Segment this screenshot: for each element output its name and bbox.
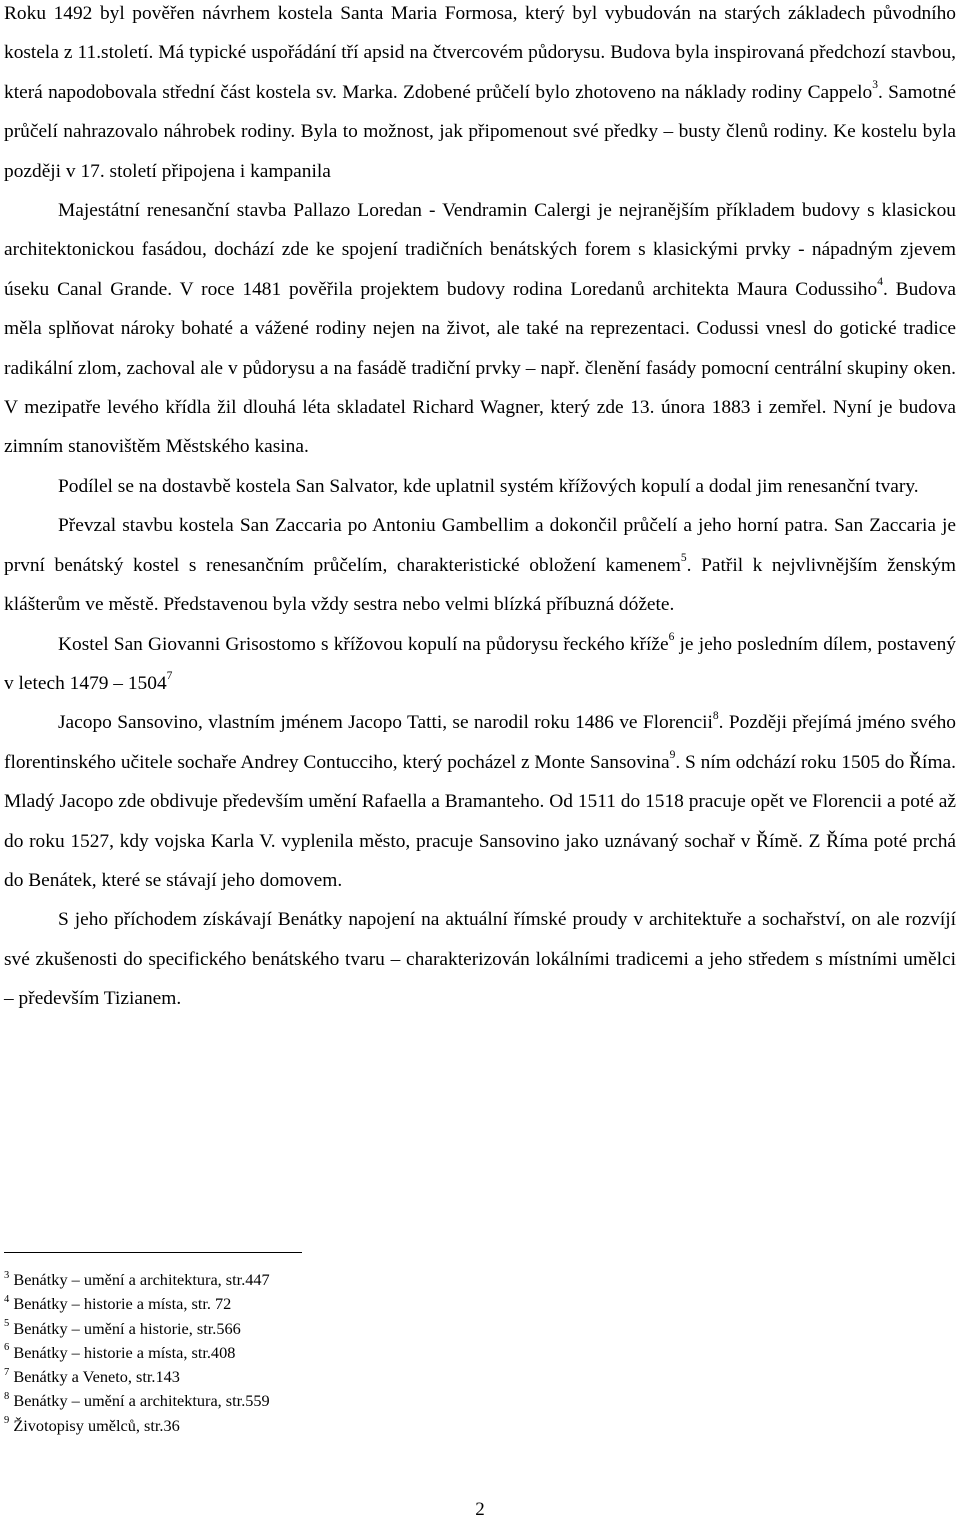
footnote-text: Benátky – umění a historie, str.566 xyxy=(13,1318,241,1338)
footnote xyxy=(4,1414,704,1438)
footnote-text: Benátky – historie a místa, str. 72 xyxy=(13,1294,232,1314)
footnote-number: 3 xyxy=(4,1269,10,1281)
paragraph-text: . Budova měla splňovat nároky bohaté a vážené rodiny nejen na život, ale také na reprezentaci. Codussi vnesl do gotické tradice radikální zlom, zachoval ale v půdorysu a na fasádě tradiční prvky – např. členění fasády pomocní centrální skupiny oken. V mezipatře levého křídla žil dlouhá léta skladatel Richard Wagner, který zde 13. února 1883 i zemřel. Nyní je budova zimním stanovištěm Městského kasina. xyxy=(4,278,956,458)
paragraph xyxy=(4,467,956,506)
footnote-reference: 5 xyxy=(680,552,687,565)
paragraph xyxy=(4,703,956,900)
footnote-text: Benátky – umění a architektura, str.447 xyxy=(13,1270,270,1289)
footnote-number: 5 xyxy=(4,1318,10,1330)
footnote-reference: 7 xyxy=(166,670,173,683)
footnote-number: 6 xyxy=(4,1342,10,1354)
paragraph-text: je jeho posledním dílem, postavený v letech 1479 – 1504 xyxy=(4,633,956,694)
footnote-reference: 6 xyxy=(668,631,675,644)
footnote xyxy=(4,1268,704,1292)
footnote-number: 9 xyxy=(4,1415,10,1427)
paragraph-text: Podílel se na dostavbě kostela San Salvator, kde uplatnil systém křížových kopulí a dodal jim renesanční tvary. xyxy=(58,475,919,497)
paragraph xyxy=(4,191,956,467)
footnote-text: Životopisy umělců, str.36 xyxy=(13,1415,180,1435)
paragraph-text: Převzal stavbu kostela San Zaccaria po Antoniu Gambellim a dokončil průčelí a jeho horní patra. San Zaccaria je první benátský kostel s renesančním průčelím, charakteristické obložení kamenem xyxy=(4,515,956,576)
footnote xyxy=(4,1341,704,1365)
footnote-number: 8 xyxy=(4,1391,10,1403)
paragraph-text: S jeho příchodem získávají Benátky napojení na aktuální římské proudy v architektuře a sochařství, on ale rozvíjí své zkušenosti do specifického benátského tvaru – charakterizován lokálními tradicemi a jeho středem s místními umělci – především Tizianem. xyxy=(4,909,956,1010)
paragraph-text: Kostel San Giovanni Grisostomo s křížovou kopulí na půdorysu řeckého kříže xyxy=(58,633,669,655)
page-number: 2 xyxy=(475,1499,485,1520)
paragraph-text: Roku 1492 byl pověřen návrhem kostela Santa Maria Formosa, který byl vybudován na starých základech původního kostela z 11.století. Má typické uspořádání tří apsid na čtvercovém půdorysu. Budova byla inspirovaná předchozí stavbou, která napodobovala střední část kostela sv. Marka. Zdobené průčelí bylo zhotoveno na náklady rodiny Cappelo xyxy=(4,3,956,103)
footnote-text: Benátky – historie a místa, str.408 xyxy=(13,1342,236,1362)
footnote-reference: 9 xyxy=(669,749,676,762)
paragraph-text: . S ním odchází roku 1505 do Říma. Mladý Jacopo zde obdivuje především umění Rafaella a Bramanteho. Od 1511 do 1518 pracuje opět ve Florencii a poté až do roku 1527, kdy vojska Karla V. vyplenila město, pracuje Sansovino jako uznávaný sochař v Římě. Z Říma poté prchá do Benátek, které se stávají jeho domovem. xyxy=(4,751,956,891)
footnote xyxy=(4,1292,704,1316)
paragraph-text: Majestátní renesanční stavba Pallazo Loredan - Vendramin Calergi je nejranějším příkladem budovy s klasickou architektonickou fasádou, dochází zde ke spojení tradičních benátských forem s klasickými prvky - nápadným zjevem úseku Canal Grande. V roce 1481 pověřila projektem budovy rodina Loredanů architekta Maura Codussiho xyxy=(4,200,956,300)
footnote xyxy=(4,1317,704,1341)
paragraph xyxy=(4,900,956,1018)
paragraph-text: . Patřil k nejvlivnějším ženským klášterům ve městě. Představenou byla vždy sestra nebo velmi blízká příbuzná dóžete. xyxy=(4,554,956,616)
footnote xyxy=(4,1365,704,1389)
footnote xyxy=(4,1389,704,1413)
footnote-number: 7 xyxy=(4,1366,10,1378)
paragraph-text: . Později přejímá jméno svého florentinského učitele sochaře Andrey Contucciho, který pocházel z Monte Sansovina xyxy=(4,712,956,773)
footnote-separator xyxy=(4,1252,302,1253)
paragraph-text: . Samotné průčelí nahrazovalo náhrobek rodiny. Byla to možnost, jak připomenout své předky – busty členů rodiny. Ke kostelu byla později v 17. století připojena i kampanila xyxy=(4,81,956,182)
footnote-number: 4 xyxy=(4,1293,10,1305)
body-text xyxy=(4,0,956,1019)
paragraph-text: Jacopo Sansovino, vlastním jménem Jacopo Tatti, se narodil roku 1486 ve Florencii xyxy=(58,712,713,734)
footnote-reference: 8 xyxy=(712,709,719,722)
footnote-text: Benátky – umění a architektura, str.559 xyxy=(13,1391,270,1411)
paragraph xyxy=(4,506,956,624)
footnote-reference: 4 xyxy=(877,276,883,289)
paragraph xyxy=(4,625,956,704)
footnote-reference: 3 xyxy=(872,79,878,92)
paragraph xyxy=(4,0,956,191)
footnote-text: Benátky a Veneto, str.143 xyxy=(13,1367,180,1387)
footnotes xyxy=(4,1268,704,1438)
